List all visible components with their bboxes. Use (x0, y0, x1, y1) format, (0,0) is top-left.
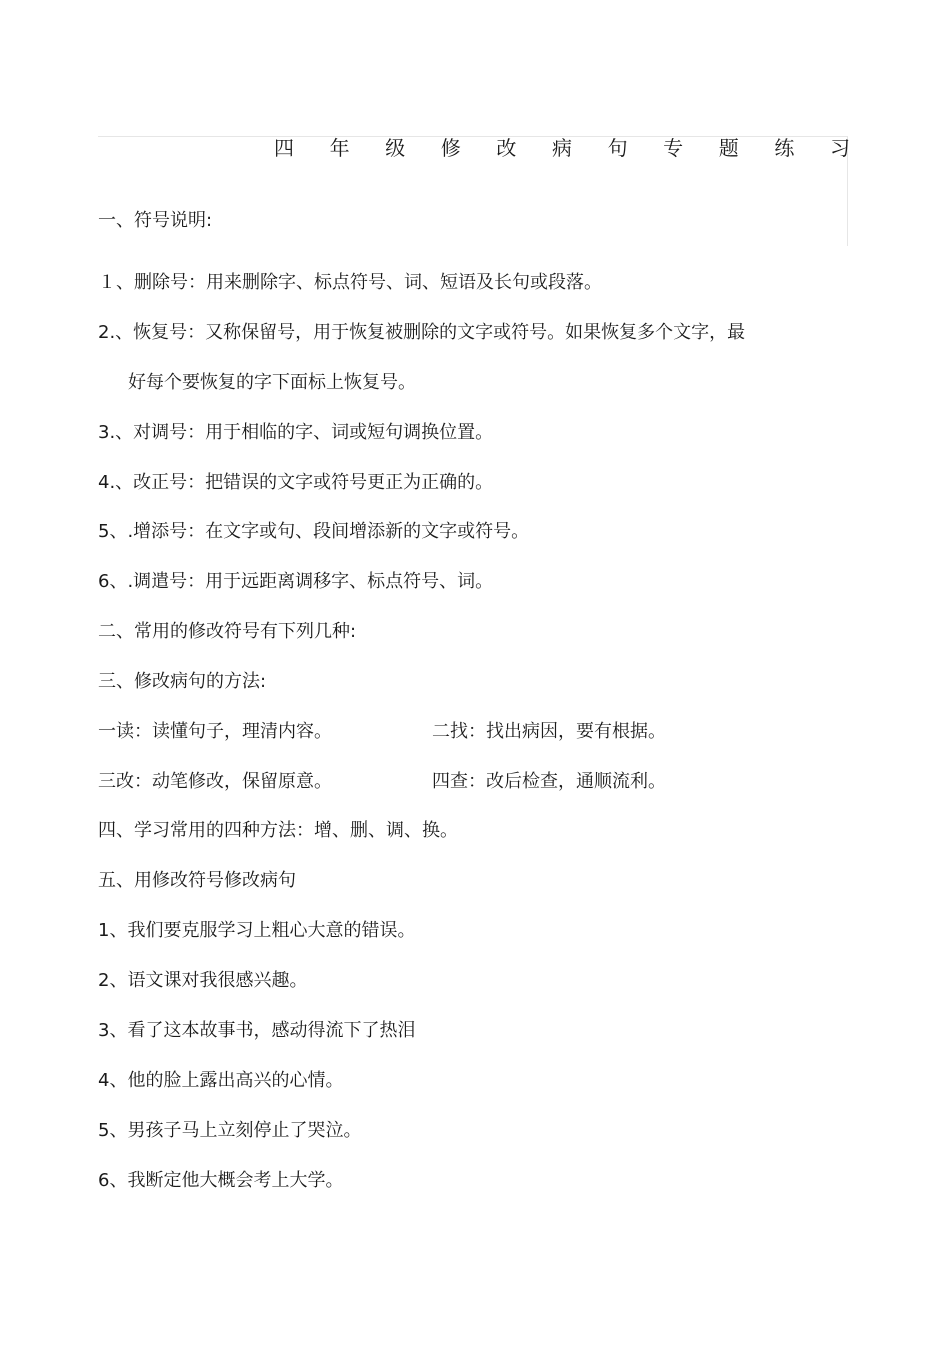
symbol-item-insert: 5、.增添号：在文字或句、段间增添新的文字或符号。 (98, 521, 530, 542)
symbol-item-delete: １、删除号：用来删除字、标点符号、词、短语及长句或段落。 (98, 272, 602, 293)
symbol-item-swap: 3.、对调号：用于相临的字、词或短句调换位置。 (98, 422, 494, 443)
title-char: 题 (718, 136, 739, 160)
symbol-item-correct: 4.、改正号：把错误的文字或符号更正为正确的。 (98, 472, 494, 493)
exercise-sentence: 3、看了这本故事书，感动得流下了热泪 (98, 1020, 416, 1041)
title-char: 改 (496, 136, 517, 160)
symbol-item-restore: 2.、恢复号：又称保留号，用于恢复被删除的文字或符号。如果恢复多个文字，最 (98, 322, 746, 343)
exercise-sentence: 2、语文课对我很感兴趣。 (98, 970, 308, 991)
section-heading-exercises: 五、用修改符号修改病句 (98, 870, 296, 891)
title-char: 年 (329, 136, 350, 160)
title-char: 句 (607, 136, 628, 160)
exercise-sentence: 6、我断定他大概会考上大学。 (98, 1170, 344, 1191)
symbol-item-move: 6、.调遣号：用于远距离调移字、标点符号、词。 (98, 571, 494, 592)
exercise-sentence: 1、我们要克服学习上粗心大意的错误。 (98, 920, 416, 941)
title-char: 病 (551, 136, 572, 160)
method-find: 二找：找出病因，要有根据。 (432, 721, 666, 742)
title-char: 修 (440, 136, 461, 160)
section-heading-four-methods: 四、学习常用的四种方法：增、删、调、换。 (98, 820, 458, 841)
page-title (272, 136, 852, 160)
title-char: 级 (385, 136, 406, 160)
title-char: 习 (829, 136, 850, 160)
method-fix: 三改：动笔修改，保留原意。 (98, 771, 332, 792)
title-char: 专 (663, 136, 684, 160)
section-heading-methods: 三、修改病句的方法: (98, 671, 267, 692)
method-read: 一读：读懂句子，理清内容。 (98, 721, 332, 742)
exercise-sentence: 5、男孩子马上立刻停止了哭泣。 (98, 1120, 362, 1141)
title-char: 练 (774, 136, 795, 160)
section-heading-symbols: 一、符号说明: (98, 210, 213, 231)
section-heading-common-symbols: 二、常用的修改符号有下列几种: (98, 621, 357, 642)
exercise-sentence: 4、他的脸上露出高兴的心情。 (98, 1070, 344, 1091)
method-check: 四查：改后检查，通顺流利。 (432, 771, 666, 792)
symbol-item-restore-cont: 好每个要恢复的字下面标上恢复号。 (128, 372, 416, 393)
title-char: 四 (274, 136, 294, 160)
